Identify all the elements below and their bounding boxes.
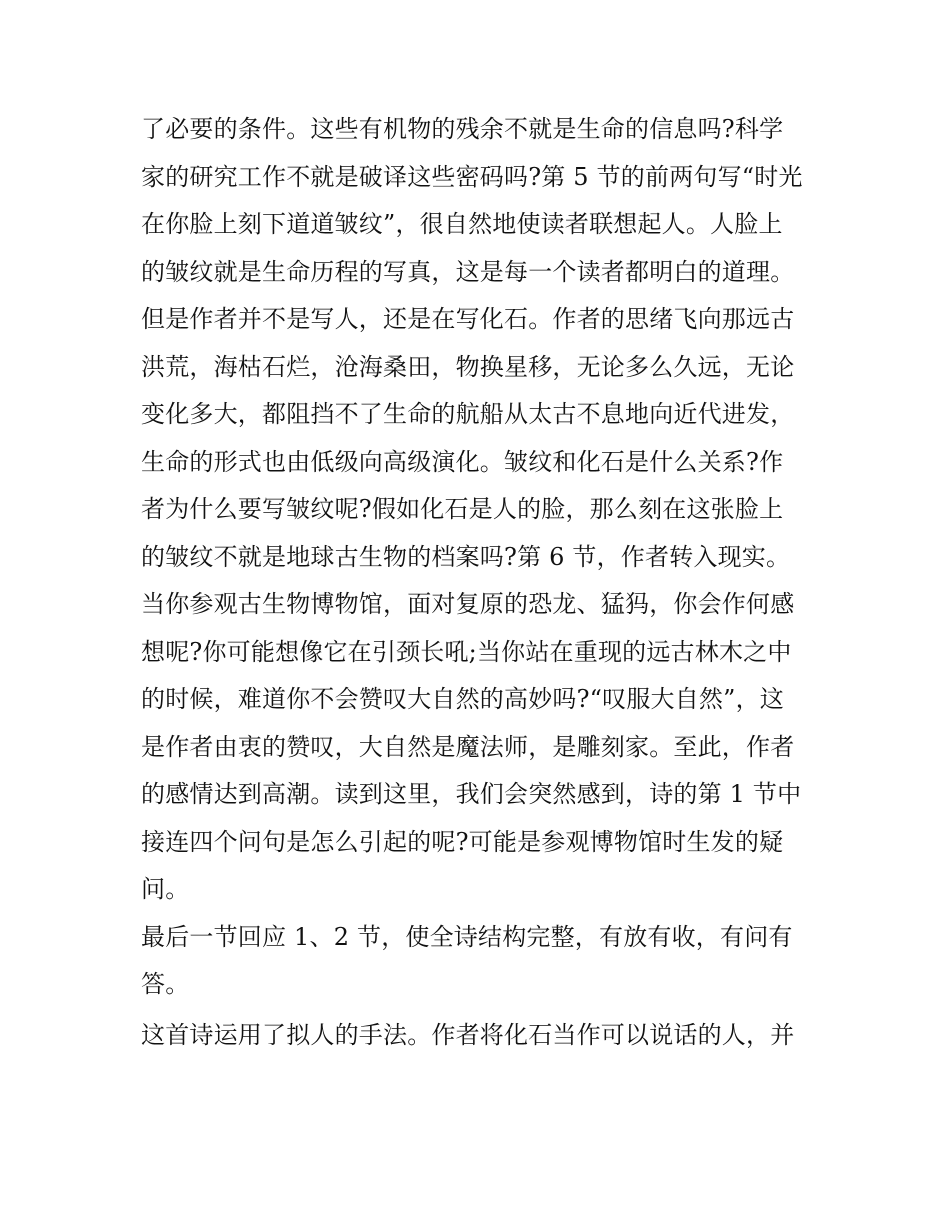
text-line: 了必要的条件。这些有机物的残余不就是生命的信息吗?科学	[141, 115, 784, 143]
text-line: 想呢?你可能想像它在引颈长吼;当你站在重现的远古林木之中	[141, 637, 792, 666]
text-line: 的时候，难道你不会赞叹大自然的高妙吗?“叹服大自然”，这	[141, 685, 785, 713]
text-line: 生命的形式也由低级向高级演化。皱纹和化石是什么关系?作	[141, 447, 784, 476]
text-line: 的感情达到高潮。读到这里，我们会突然感到，诗的第 1 节中	[141, 780, 802, 808]
text-line: 洪荒，海枯石烂，沧海桑田，物换星移，无论多么久远，无论	[141, 352, 795, 381]
paragraph-analysis	[141, 106, 817, 914]
text-line: 这首诗运用了拟人的手法。作者将化石当作可以说话的人，并	[141, 1020, 795, 1049]
document-body	[141, 106, 817, 1059]
paragraph-personification	[141, 1012, 817, 1060]
text-line: 的皱纹不就是地球古生物的档案吗?第 6 节，作者转入现实。	[141, 542, 791, 571]
text-line: 最后一节回应 1、2 节，使全诗结构完整，有放有收，有问有	[141, 922, 793, 951]
text-line: 是作者由衷的赞叹，大自然是魔法师，是雕刻家。至此，作者	[141, 732, 795, 761]
text-line: 在你脸上刻下道道皱纹”，很自然地使读者联想起人。人脸上	[141, 210, 783, 238]
text-line: 当你参观古生物博物馆，面对复原的恐龙、猛犸，你会作何感	[141, 590, 795, 618]
text-line: 者为什么要写皱纹呢?假如化石是人的脸，那么刻在这张脸上	[141, 495, 784, 523]
text-line: 问。	[141, 875, 190, 903]
text-line: 答。	[141, 970, 190, 998]
text-line: 变化多大，都阻挡不了生命的航船从太古不息地向近代进发，	[141, 400, 795, 428]
paragraph-last-section	[141, 914, 817, 1009]
text-line: 的皱纹就是生命历程的写真，这是每一个读者都明白的道理。	[141, 257, 795, 286]
text-line: 接连四个问句是怎么引起的呢?可能是参观博物馆时生发的疑	[141, 827, 784, 856]
text-line: 但是作者并不是写人，还是在写化石。作者的思绪飞向那远古	[141, 305, 795, 333]
text-line: 家的研究工作不就是破译这些密码吗?第 5 节的前两句写“时光	[141, 162, 803, 191]
